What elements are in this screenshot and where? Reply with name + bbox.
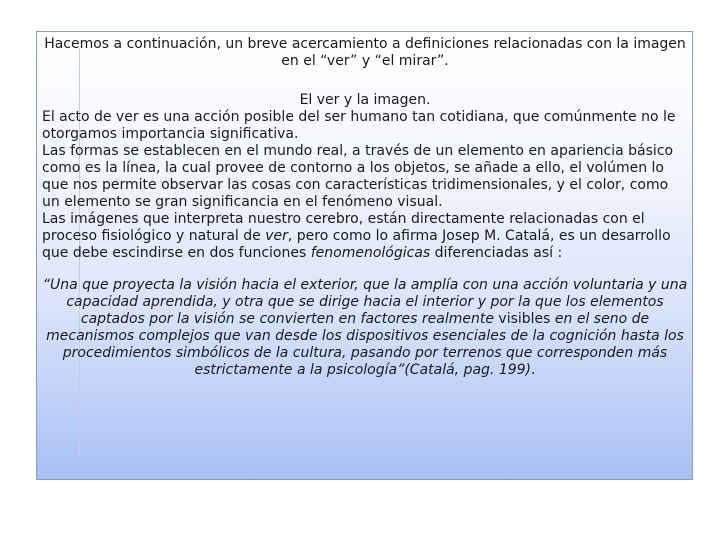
slide-content [42,36,688,379]
quote-visibles-word: visibles [498,311,551,327]
quote-part2: en el seno de mecanismos complejos que van desde los dispositivos esenciales de la cognición hasta los procedimientos simbólicos de la cultura, pasando por terrenos que corresponden más estrictamente a la psicología”(Catalá, pag. 199) [46,311,684,378]
paragraph-3 [42,211,688,262]
paragraph-1: El acto de ver es una acción posible del ser humano tan cotidiana, que comúnmente no le otorgamos importancia significativa. [42,109,676,142]
paragraph-3-part1: Las imágenes que interpreta nuestro cerebro, están directamente relacionadas con el proceso fisiológico y natural de [42,211,645,244]
quote-end-period: . [531,362,536,378]
quote-block [42,277,688,379]
paragraph-2: Las formas se establecen en el mundo real, a través de un elemento en apariencia básico como es la línea, la cual provee de contorno a los objetos, se añade a ello, el volúmen lo que nos permite observar las cosas con características tridimensionales, y el color, como un elemento se gran significancia en el fenómeno visual. [42,143,674,210]
intro-text: Hacemos a continuación, un breve acercamiento a definiciones relacionadas con la imagen en el “ver” y “el mirar”. [44,36,686,69]
ver-emphasis: ver [265,228,288,244]
quote-part1: “Una que proyecta la visión hacia el exterior, que la amplía con una acción voluntaria y una capacidad aprendida, y otra que se dirige hacia el interior y por la que los elementos captados por la visión se convierten en factores realmente [42,277,688,327]
section-heading: El ver y la imagen. [299,92,431,108]
fenomenologicas-emphasis: fenomenológicas [310,245,431,261]
paragraph-3-part2: , pero como lo afirma Josep M. Catalá, es un desarrollo que debe escindirse en dos funciones [42,228,671,261]
paragraph-3-part3: diferenciadas así : [430,245,563,261]
